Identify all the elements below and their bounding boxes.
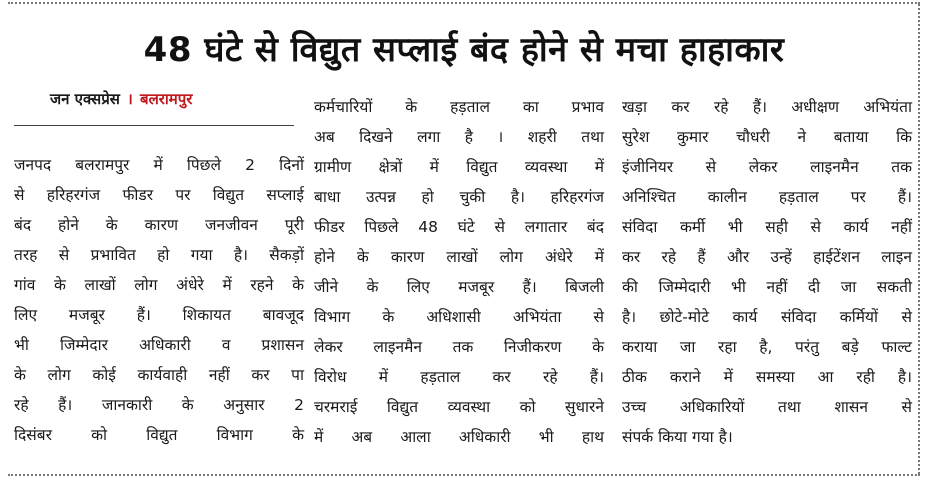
column-1-line: दिसंबर को विद्युत विभाग के [14,426,304,444]
column-2-line: होने के कारण लाखों लोग अंधेरे में [314,248,604,266]
column-1-line: से हरिहरगंज फीडर पर विद्युत सप्लाई [14,186,304,204]
column-3-line: अनिश्चित कालीन हड़ताल पर हैं। [622,188,912,206]
column-2-line: कर्मचारियों के हड़ताल का प्रभाव [314,98,604,116]
byline-source: जन एक्सप्रेस [50,90,120,108]
column-3-line: संविदा कर्मी भी सही से कार्य नहीं [622,218,912,236]
column-2-line: लेकर लाइनमैन तक निजीकरण के [314,338,604,356]
top-dotted-border [8,2,920,4]
column-1-line: तरह से प्रभावित हो गया है। सैकड़ों [14,246,304,264]
column-3-line: संपर्क किया गया है। [622,428,733,446]
column-3-line: उच्च अधिकारियों तथा शासन से [622,398,912,416]
column-2-line: अब दिखने लगा है । शहरी तथा [314,128,604,146]
byline [50,88,192,110]
column-3-line: सुरेश कुमार चौधरी ने बताया कि [622,128,912,146]
column-3-line: ठीक कराने में समस्या आ रही है। [622,368,912,386]
article-column-2 [314,92,604,452]
column-3-line: की जिम्मेदारी भी नहीं दी जा सकती [622,278,912,296]
article-column-3 [622,92,912,452]
column-1-line: भी जिम्मेदार अधिकारी व प्रशासन [14,336,304,354]
column-1-line: के लोग कोई कार्यवाही नहीं कर पा [14,366,304,384]
column-2-line: जीने के लिए मजबूर हैं। बिजली [314,278,604,296]
column-3-line: खड़ा कर रहे हैं। अधीक्षण अभियंता [622,98,912,116]
column-2-line: विभाग के अधिशासी अभियंता से [314,308,604,326]
byline-separator: । [127,90,133,108]
column-3-line: कर रहे हैं और उन्हें हाईटेंशन लाइन [622,248,912,266]
bottom-dotted-border [8,474,920,476]
column-1-line: गांव के लाखों लोग अंधेरे में रहने के [14,276,304,294]
column-1-line: लिए मजबूर हैं। शिकायत बावजूद [14,306,304,324]
byline-place: बलरामपुर [140,90,193,108]
column-2-line: ग्रामीण क्षेत्रों में विद्युत व्यवस्था में [314,158,604,176]
column-2-line: विरोध में हड़ताल कर रहे हैं। [314,368,604,386]
column-2-line: में अब आला अधिकारी भी हाथ [314,428,604,446]
headline: 48 घंटे से विद्युत सप्लाई बंद होने से मचा हाहाकार [143,30,785,70]
column-3-line: कराया जा रहा है, परंतु बड़े फाल्ट [622,338,912,356]
column-3-line: है। छोटे-मोटे कार्य संविदा कर्मियों से [622,308,912,326]
column-2-line: फीडर पिछले 48 घंटे से लगातार बंद [314,218,604,236]
column-1-line: बंद होने के कारण जनजीवन पूरी [14,216,304,234]
column-3-line: इंजीनियर से लेकर लाइनमैन तक [622,158,912,176]
column-1-line: जनपद बलरामपुर में पिछले 2 दिनों [14,156,304,174]
column-2-line: चरमराई विद्युत व्यवस्था को सुधारने [314,398,604,416]
article-column-1 [14,150,304,450]
byline-rule [14,125,294,126]
column-1-line: रहे हैं। जानकारी के अनुसार 2 [14,396,304,414]
column-2-line: बाधा उत्पन्न हो चुकी है। हरिहरगंज [314,188,604,206]
